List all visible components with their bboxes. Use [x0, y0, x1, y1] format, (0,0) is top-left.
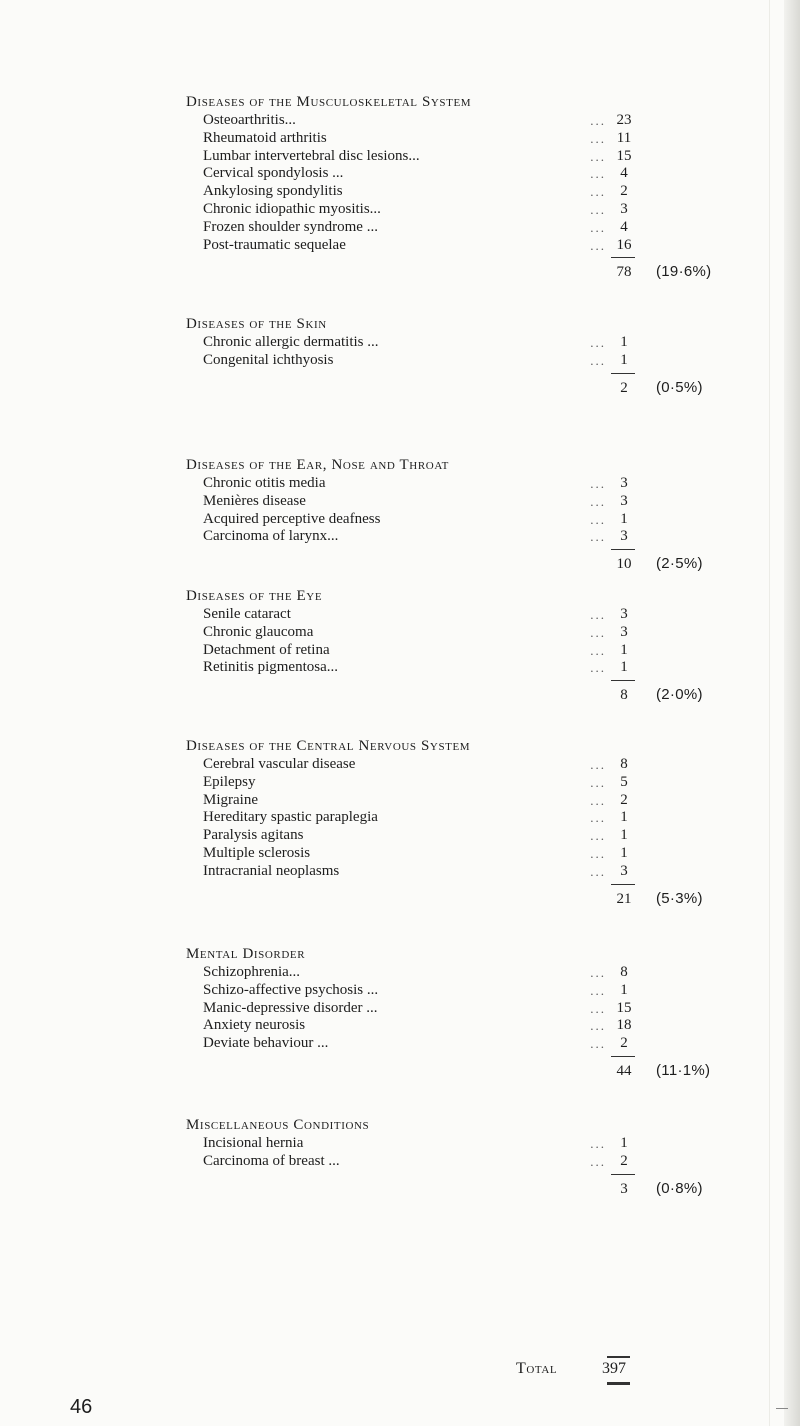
subtotal-value: 10: [616, 556, 632, 573]
total-rule-bottom: [607, 1382, 630, 1385]
list-item: [186, 1000, 706, 1018]
list-item: [186, 1135, 706, 1153]
leader-dots: ...: [590, 184, 606, 200]
item-label: Cerebral vascular disease: [203, 756, 356, 772]
subtotal-rule: [611, 1174, 635, 1175]
subtotal-percent: (0·5%): [656, 378, 703, 396]
list-item: [186, 982, 706, 1000]
item-count: 1: [620, 641, 628, 658]
item-count: 1: [620, 334, 628, 350]
subtotal-rule: [611, 1056, 635, 1057]
leader-dots: ...: [590, 624, 606, 640]
leader-dots: ...: [590, 810, 606, 826]
leader-dots: ...: [590, 774, 606, 790]
leader-dots: ...: [590, 476, 606, 491]
leader-dots: ...: [590, 1136, 606, 1151]
subtotal-percent: (11·1%): [656, 1061, 711, 1079]
subtotal-percent: (19·6%): [656, 263, 712, 281]
item-label: Frozen shoulder syndrome ...: [203, 218, 378, 235]
subtotal-value: 8: [620, 687, 628, 704]
list-item: [186, 774, 706, 792]
leader-dots: ...: [590, 493, 606, 509]
page-number: 46: [70, 1396, 93, 1418]
item-count: 2: [620, 183, 628, 200]
list-item: [186, 183, 706, 201]
item-count: 2: [620, 791, 628, 808]
list-item: [186, 112, 706, 130]
item-label: Ankylosing spondylitis: [203, 183, 343, 200]
item-count: 3: [620, 862, 628, 879]
item-count: 5: [620, 773, 628, 790]
leader-dots: ...: [590, 828, 606, 844]
item-count: 11: [616, 129, 632, 146]
list-item: [186, 863, 706, 881]
subtotal-value: 78: [616, 264, 632, 281]
list-item: [186, 624, 706, 642]
item-count: 15: [616, 147, 632, 164]
leader-dots: ...: [590, 511, 606, 527]
leader-dots: ...: [590, 863, 606, 879]
section-subtotal: [186, 552, 706, 576]
subtotal-rule: [611, 884, 635, 885]
leader-dots: ...: [590, 166, 606, 182]
list-item: [186, 237, 706, 255]
item-count: 1: [620, 659, 628, 676]
item-label: Manic-depressive disorder ...: [203, 999, 378, 1016]
section-heading: Diseases of the Ear, Nose and Throat: [186, 457, 449, 473]
leader-dots: ...: [590, 352, 606, 368]
section-subtotal: [186, 683, 706, 707]
item-label: Intracranial neoplasms: [203, 862, 340, 879]
item-label: Schizophrenia...: [203, 964, 301, 980]
list-item: [186, 528, 706, 546]
section: [186, 314, 706, 400]
list-item: [186, 352, 706, 370]
leader-dots: ...: [590, 1018, 606, 1034]
item-count: 1: [620, 809, 628, 826]
item-count: 8: [620, 964, 628, 980]
section: [186, 944, 711, 1083]
subtotal-percent: (2·0%): [656, 686, 703, 704]
page-edge-shadow: [769, 0, 770, 1426]
section-heading: Mental Disorder: [186, 946, 306, 962]
item-label: Chronic otitis media: [203, 475, 326, 491]
list-item: [186, 1017, 706, 1035]
item-count: 1: [620, 351, 628, 368]
item-label: Deviate behaviour ...: [203, 1035, 329, 1052]
section-subtotal: [186, 260, 712, 284]
item-count: 3: [620, 200, 628, 217]
item-label: Anxiety neurosis: [203, 1017, 306, 1034]
item-label: Lumbar intervertebral disc lesions...: [203, 147, 420, 164]
item-count: 1: [620, 1135, 628, 1151]
leader-dots: ...: [590, 148, 606, 164]
item-label: Hereditary spastic paraplegia: [203, 809, 378, 826]
item-count: 2: [620, 1152, 628, 1169]
section: [186, 92, 712, 284]
leader-dots: ...: [590, 607, 606, 622]
subtotal-value: 44: [616, 1062, 632, 1079]
list-item: [186, 219, 706, 237]
leader-dots: ...: [590, 335, 606, 350]
item-count: 1: [620, 981, 628, 998]
item-count: 1: [620, 844, 628, 861]
list-item: [186, 606, 706, 624]
page-edge: [784, 0, 800, 1426]
margin-mark: [776, 1408, 788, 1409]
list-item: [186, 809, 706, 827]
item-count: 16: [616, 236, 632, 253]
section-subtotal: [186, 887, 706, 911]
leader-dots: ...: [590, 642, 606, 658]
leader-dots: ...: [590, 1153, 606, 1169]
subtotal-value: 2: [620, 379, 628, 396]
leader-dots: ...: [590, 130, 606, 146]
list-item: [186, 827, 706, 845]
item-count: 4: [620, 218, 628, 235]
leader-dots: ...: [590, 529, 606, 545]
leader-dots: ...: [590, 660, 606, 676]
leader-dots: ...: [590, 219, 606, 235]
total-rule-top: [607, 1356, 630, 1358]
leader-dots: ...: [590, 113, 606, 128]
list-item: [186, 475, 706, 493]
item-label: Multiple sclerosis: [203, 844, 311, 861]
list-item: [186, 148, 706, 166]
item-label: Incisional hernia: [203, 1135, 304, 1151]
section-subtotal: [186, 1177, 706, 1201]
leader-dots: ...: [590, 965, 606, 980]
section: [186, 1115, 706, 1201]
item-label: Carcinoma of larynx...: [203, 528, 339, 545]
item-count: 3: [620, 475, 628, 491]
subtotal-percent: (5·3%): [656, 889, 703, 907]
subtotal-rule: [611, 680, 635, 681]
subtotal-rule: [611, 549, 635, 550]
item-label: Chronic allergic dermatitis ...: [203, 334, 379, 350]
section-subtotal: [186, 1059, 711, 1083]
list-item: [186, 1153, 706, 1171]
list-item: [186, 792, 706, 810]
list-item: [186, 756, 706, 774]
item-count: 1: [620, 510, 628, 527]
item-label: Cervical spondylosis ...: [203, 165, 344, 182]
total-label: Total: [516, 1360, 558, 1377]
subtotal-value: 3: [620, 1180, 628, 1197]
item-label: Chronic glaucoma: [203, 623, 314, 640]
section: [186, 736, 706, 911]
item-count: 15: [616, 999, 632, 1016]
section-heading: Diseases of the Eye: [186, 588, 323, 604]
section: [186, 586, 706, 707]
item-label: Schizo-affective psychosis ...: [203, 981, 379, 998]
section-heading: Diseases of the Skin: [186, 316, 327, 332]
item-count: 18: [616, 1017, 632, 1034]
subtotal-value: 21: [616, 890, 632, 907]
leader-dots: ...: [590, 1000, 606, 1016]
section-subtotal: [186, 376, 706, 400]
list-item: [186, 964, 706, 982]
item-label: Menières disease: [203, 492, 306, 509]
section-heading: Diseases of the Musculoskeletal System: [186, 94, 472, 110]
item-label: Paralysis agitans: [203, 827, 304, 844]
item-label: Carcinoma of breast ...: [203, 1152, 340, 1169]
leader-dots: ...: [590, 982, 606, 998]
item-count: 2: [620, 1035, 628, 1052]
list-item: [186, 493, 706, 511]
item-label: Senile cataract: [203, 606, 291, 622]
grand-total: [516, 1360, 626, 1378]
section-heading: Miscellaneous Conditions: [186, 1117, 370, 1133]
section: [186, 455, 706, 576]
list-item: [186, 334, 706, 352]
item-count: 4: [620, 165, 628, 182]
leader-dots: ...: [590, 201, 606, 217]
subtotal-rule: [611, 257, 635, 258]
subtotal-percent: (0·8%): [656, 1179, 703, 1197]
item-count: 3: [620, 623, 628, 640]
leader-dots: ...: [590, 237, 606, 253]
leader-dots: ...: [590, 757, 606, 772]
item-label: Acquired perceptive deafness: [203, 510, 381, 527]
list-item: [186, 201, 706, 219]
item-count: 1: [620, 827, 628, 844]
list-item: [186, 642, 706, 660]
item-label: Epilepsy: [203, 773, 256, 790]
item-count: 8: [620, 756, 628, 772]
item-label: Retinitis pigmentosa...: [203, 659, 338, 676]
list-item: [186, 130, 706, 148]
leader-dots: ...: [590, 845, 606, 861]
list-item: [186, 845, 706, 863]
list-item: [186, 165, 706, 183]
item-label: Post-traumatic sequelae: [203, 236, 346, 253]
subtotal-percent: (2·5%): [656, 555, 703, 573]
item-count: 23: [616, 112, 632, 128]
leader-dots: ...: [590, 1036, 606, 1052]
item-count: 3: [620, 492, 628, 509]
list-item: [186, 511, 706, 529]
item-label: Detachment of retina: [203, 641, 330, 658]
item-count: 3: [620, 528, 628, 545]
section-heading: Diseases of the Central Nervous System: [186, 738, 471, 754]
item-label: Chronic idiopathic myositis...: [203, 200, 381, 217]
list-item: [186, 1035, 706, 1053]
item-label: Osteoarthritis...: [203, 112, 296, 128]
item-label: Rheumatoid arthritis: [203, 129, 327, 146]
item-label: Congenital ichthyosis: [203, 351, 334, 368]
total-value: 397: [602, 1360, 626, 1377]
item-label: Migraine: [203, 791, 258, 808]
leader-dots: ...: [590, 792, 606, 808]
subtotal-rule: [611, 373, 635, 374]
list-item: [186, 659, 706, 677]
item-count: 3: [620, 606, 628, 622]
